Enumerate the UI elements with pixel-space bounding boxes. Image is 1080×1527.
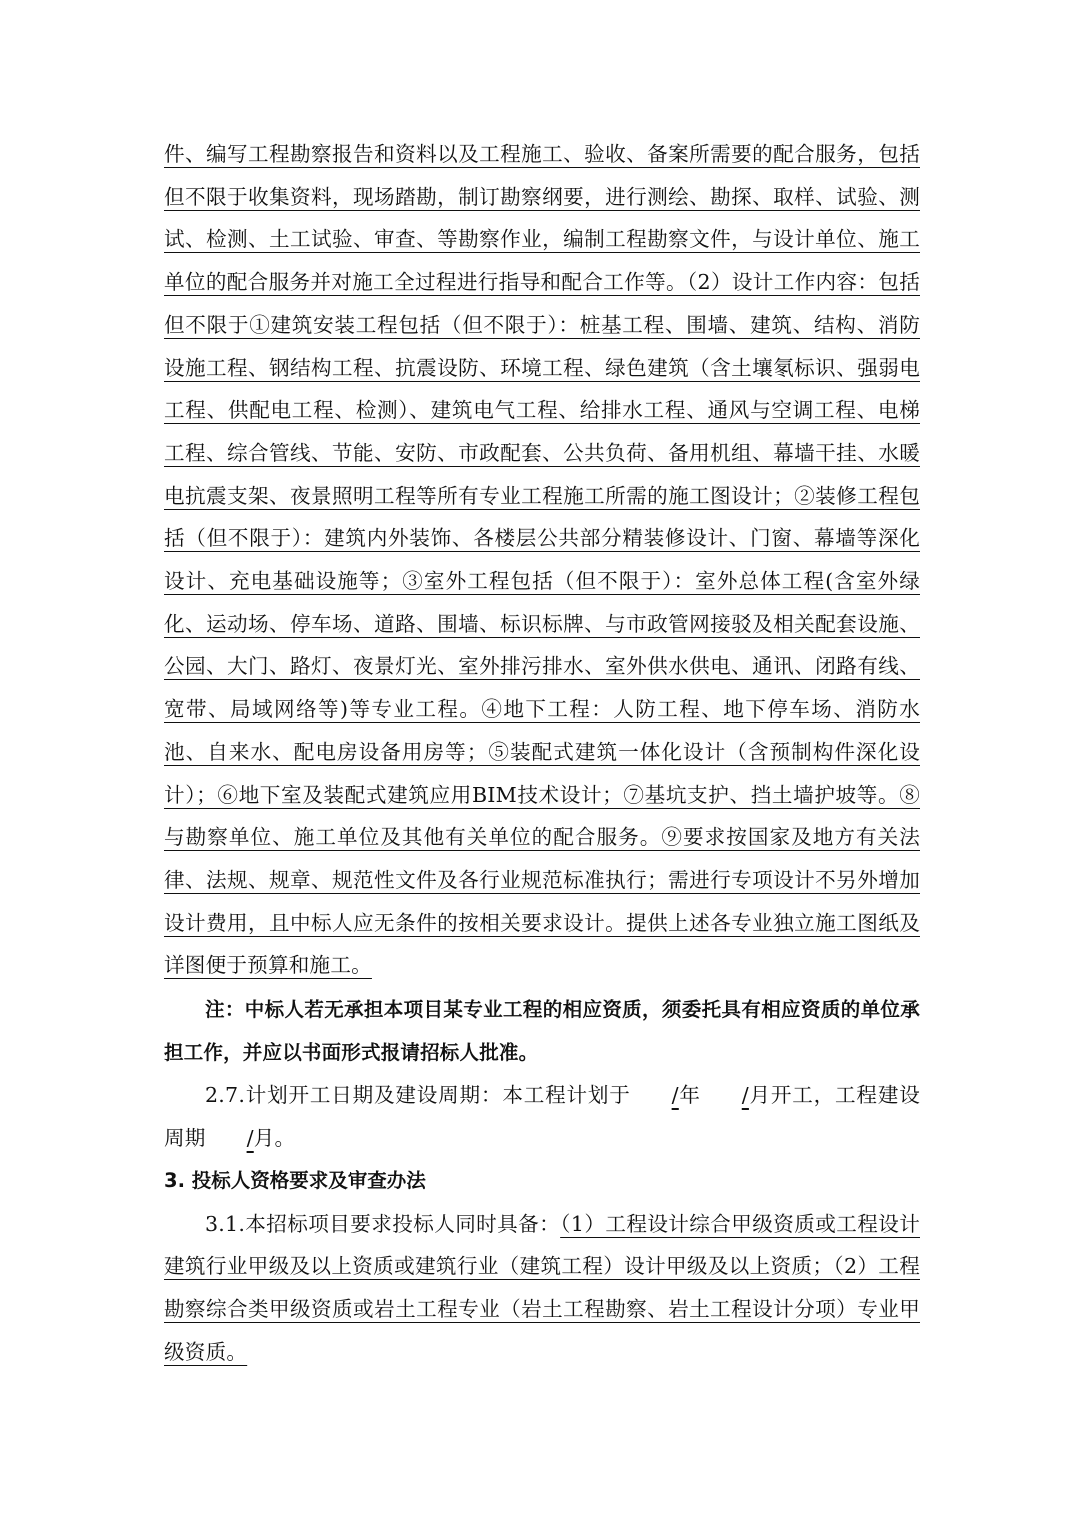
section-3-heading: 3. 投标人资格要求及审查办法 bbox=[164, 1168, 426, 1192]
schedule-suffix: 月。 bbox=[253, 1126, 296, 1151]
scope-text: 件、编写工程勘察报告和资料以及工程施工、验收、备案所需要的配合服务，包括但不限于收集资料，现场踏勘，制订勘察纲要，进行测绘、勘探、取样、试验、测试、检测、土工试验、审查、等勘察作业，编制工程勘察文件，与设计单位、施工单位的配合服务并对施工全过程进行指导和配合工作等。（2）设计工作内容：包括但不限于①建筑安装工程包括（但不限于）：桩基工程、围墙、建筑、结构、消防设施工程、钢结构工程、抗震设防、环境工程、绿色建筑（含土壤氡标识、强弱电工程、供配电工程、检测）、建筑电气工程、给排水工程、通风与空调工程、电梯工程、综合管线、节能、安防、市政配套、公共负荷、备用机组、幕墙干挂、水暖电抗震支架、夜景照明工程等所有专业工程施工所需的施工图设计；②装修工程包括（但不限于）：建筑内外装饰、各楼层公共部分精装修设计、门窗、幕墙等深化设计、充电基础设施等；③室外工程包括（但不限于）：室外总体工程(含室外绿化、运动场、停车场、道路、围墙、标识标牌、与市政管网接驳及相关配套设施、公园、大门、路灯、夜景灯光、室外排污排水、室外供水供电、通讯、闭路有线、宽带、局域网络等)等专业工程。④地下工程：人防工程、地下停车场、消防水池、自来水、配电房设备用房等；⑤装配式建筑一体化设计（含预制构件深化设计）；⑥地下室及装配式建筑应用BIM技术设计；⑦基坑支护、挡土墙护坡等。⑧与勘察单位、施工单位及其他有关单位的配合服务。⑨要求按国家及地方有关法律、法规、规章、规范性文件及各行业规范标准执行；需进行专项设计不另外增加设计费用，且中标人应无条件的按相关要求设计。提供上述各专业独立施工图纸及详图便于预算和施工。 bbox=[164, 142, 920, 978]
period-blank: / bbox=[246, 1126, 254, 1151]
month-blank: / bbox=[741, 1083, 749, 1108]
qualification-prefix: 3.1.本招标项目要求投标人同时具备： bbox=[205, 1211, 561, 1236]
qualification-paragraph bbox=[164, 1203, 920, 1374]
year-word: 年 bbox=[678, 1083, 701, 1108]
qualification-requirement: （1）工程设计综合甲级资质或工程设计建筑行业甲级及以上资质或建筑行业（建筑工程）设计甲级及以上资质；（2）工程勘察综合类甲级资质或岩土工程专业（岩土工程勘察、岩土工程设计分项）专业甲级资质。 bbox=[164, 1211, 920, 1364]
year-blank: / bbox=[671, 1083, 679, 1108]
note-paragraph: 注：中标人若无承担本项目某专业工程的相应资质，须委托具有相应资质的单位承担工作，并应以书面形式报请招标人批准。 bbox=[164, 998, 920, 1064]
schedule-start-text: 月开工，工程建设周期 bbox=[164, 1083, 920, 1151]
schedule-paragraph bbox=[164, 1074, 920, 1159]
schedule-prefix: 2.7.计划开工日期及建设周期：本工程计划于 bbox=[205, 1083, 631, 1108]
scope-paragraph bbox=[164, 133, 920, 987]
document-body bbox=[164, 133, 920, 1373]
